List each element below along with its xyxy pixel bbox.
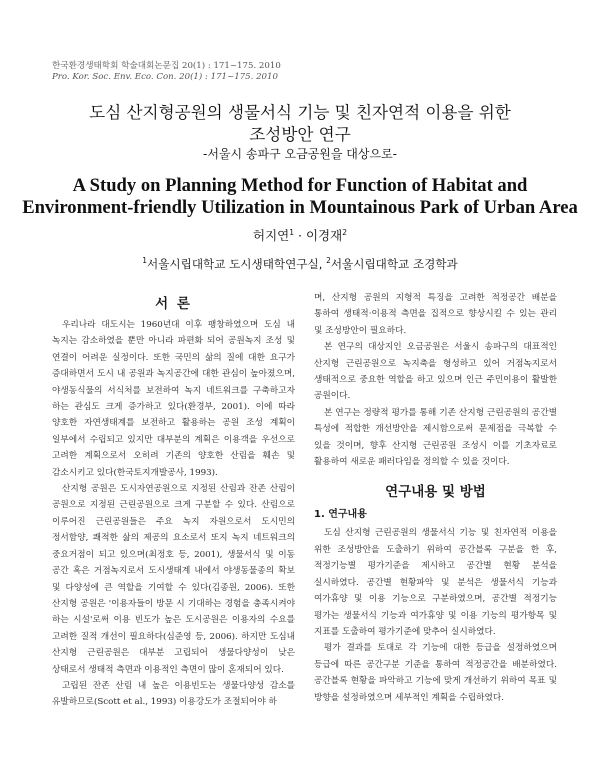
right-column: [314, 290, 557, 706]
body-paragraph: 우리나라 대도시는 1960년대 이후 팽창하였으며 도심 내 녹지는 감소하였을 뿐만 아니라 파편화 되어 공원녹지 조성 및 연결이 어려운 실정이다. 또한 국민의 삶의 질에 대한 요구가 증대하면서 도시 내 공원과 녹지공간에 대한 관심이 높아졌으며, 야생동식물의 서식처를 보전하여 녹지 네트워크를 구축하고자 하는 관심도 크게 증가하고 있다(환경부, 2001). 이에 따라 양호한 자연생태계를 보전하고 활용하는 공원 조성 계획이 일부에서 수립되고 있지만 대부분의 계획은 이용객을 우선으로 고려한 계획으로서 오히려 기존의 양호한 산림을 훼손 및 감소시키고 있다(한국토지개발공사, 1993).: [52, 320, 295, 478]
author-list: [0, 226, 600, 244]
journal-header-korean: 한국환경생태학회 학술대회논문집 20(1) : 171~175. 2010: [52, 61, 281, 71]
body-paragraph: 도심 산지형 근린공원의 생물서식 기능 및 친자연적 이용을 위한 조성방안을 도출하기 위하여 공간블록 구분을 한 후, 적정기능별 평가기준을 제시하고 공간별 현황 분석을 실시하였다. 공간별 현황파악 및 분석은 생물서식 기능과 여가휴양 및 이용 기능으로 구분하였으며, 공간별 적정기능 평가는 생물서식 기능과 여가휴양 및 이용 기능의 평가항목 및 지표를 도출하여 평가기준에 맞추어 실시하였다.: [314, 528, 557, 637]
title-english-line2: Environment-friendly Utilization in Mountainous Park of Urban Area: [22, 197, 578, 218]
subsection-heading: 1. 연구내용: [314, 509, 367, 521]
body-paragraph: 본 연구는 정량적 평가를 통해 기존 산지형 근린공원의 공간별 특성에 적합한 개선방안을 제시함으로써 문제점을 극복할 수 있을 것이며, 향후 산지형 근린공원 조성시 이를 기초자료로 활용하여 새로운 패러다임을 정의할 수 있을 것이다.: [314, 407, 557, 468]
affiliation-text: 서울시립대학교 조경학과: [330, 257, 458, 271]
body-paragraph: 고립된 잔존 산림 내 높은 이용빈도는 생물다양성 감소를 유발하므로(Scott et al., 1993) 이용강도가 조절되어야 하: [52, 680, 295, 708]
body-paragraph: 본 연구의 대상지인 오금공원은 서울시 송파구의 대표적인 산지형 근린공원으로 녹지축을 형성하고 있어 거점녹지로서 생태적으로 중요한 역할을 하고 있으며 인근 주민이용이 활발한 공원이다.: [314, 342, 557, 402]
body-paragraph: 평가 결과를 토대로 각 기능에 대한 등급을 설정하였으며 등급에 따른 공간구분 기준을 통하여 적정공간을 배분하였다. 공간블록 현황을 파악하고 기능에 맞게 개선하기 위하여 목표 및 방향을 설정하였으며 세부적인 계획을 수립하였다.: [314, 643, 557, 703]
title-korean-line2: 조성방안 연구: [249, 125, 351, 144]
body-paragraph: 며, 산지형 공원의 지형적 특징을 고려한 적정공간 배분을 통하여 생태적·이용적 측면을 집적으로 향상시킬 수 있는 관리 및 조성방안이 필요하다.: [314, 293, 557, 336]
body-paragraph: 산지형 공원은 도시자연공원으로 지정된 산림과 잔존 산림이 공원으로 지정된 근린공원으로 크게 구분할 수 있다. 산림으로 이루어진 근린공원들은 주요 녹지 자원으로서 도시민의 정서함양, 쾌적한 삶의 제공의 요소로서 또지 녹지 네트워크의 중요거점이 되고 있으며(최정호 등, 2001), 생물서식 및 이동 공간 혹은 거점녹지로서 도시생태계 내에서 야생동물종의 확보 및 다양성에 큰 역할을 기여할 수 있다(김종원, 2006). 또한 산지형 공원은 '이용자들이 방문 시 기대하는 경험을 충족시켜야 하는 시설'로써 이용 빈도가 높은 도시공원은 이용자의 수요를 고려한 질적 개선이 필요하다(심준영 등, 2006). 하지만 도심내 산지형 근린공원은 대부분 고립되어 생물다양성이 낮은 상태로서 생태적 측면과 이용적인 측면이 많이 혼재되어 있다.: [52, 484, 295, 675]
journal-header-english: Pro. Kor. Soc. Env. Eco. Con. 20(1) : 171~175. 2010: [52, 72, 278, 82]
title-korean-subtitle: -서울시 송파구 오금공원을 대상으로-: [203, 147, 397, 161]
section-heading-introduction: 서 론: [155, 296, 192, 312]
author-affiliation-mark: 2: [342, 227, 347, 237]
section-heading-methods: 연구내용 및 방법: [385, 484, 486, 501]
left-column: [52, 290, 295, 711]
affiliation-list: [0, 256, 600, 272]
title-english-line1: A Study on Planning Method for Function of Habitat and: [72, 175, 528, 196]
author-affiliation-mark: 1: [289, 227, 295, 237]
author-name: 허지연: [253, 228, 290, 243]
title-korean-line1: 도심 산지형공원의 생물서식 기능 및 친자연적 이용을 위한: [89, 103, 511, 122]
affiliation-mark: 1: [142, 256, 148, 266]
affiliation-text: 서울시립대학교 도시생태학연구실,: [147, 257, 327, 271]
author-name: 이경재: [305, 228, 343, 243]
author-separator: ·: [294, 228, 306, 243]
affiliation-mark: 2: [326, 256, 331, 266]
